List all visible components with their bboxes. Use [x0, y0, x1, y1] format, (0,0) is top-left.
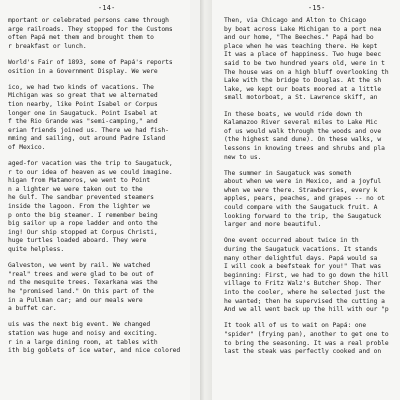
text-line: mportant or celebrated persons came through: [8, 17, 169, 24]
text-line: tion nearby, like Point Isabel or Corpus: [8, 100, 158, 108]
text-line: uis was the next big event. We changed: [8, 321, 151, 329]
text-line: [224, 103, 400, 111]
text-line: ing! Our ship stopped at Corpus Christi,: [8, 228, 158, 236]
text-line: of Mexico.: [8, 143, 46, 151]
text-line: he "promised land." On this part of the: [8, 288, 154, 295]
text-line: last the steak was perfectly cooked and on: [224, 348, 382, 356]
text-line: he Gulf. The sandbar prevented steamers: [8, 194, 154, 202]
text-line: Lake with the bridge to Douglas. At the sh: [224, 77, 382, 85]
text-line: p onto the big steamer. I remember being: [8, 211, 158, 219]
text-line: new to us.: [224, 153, 262, 161]
text-line: larger and more beautiful.: [224, 221, 322, 229]
text-line: big sailor up a rope ladder and onto the: [8, 220, 158, 228]
text-line: [8, 314, 190, 322]
text-line: to bring the seasoning. It was a real proble: [224, 339, 389, 347]
text-line: higan from Matamoros, we went to Point: [8, 177, 151, 185]
text-line: Kalamazoo River several miles to Lake Mic: [224, 119, 378, 127]
right-page-number: -15-: [308, 4, 326, 12]
text-line: longer one in Saugatuck. Point Isabel at: [8, 109, 158, 117]
text-line: And we all went back up the hill with our "p: [224, 306, 389, 314]
text-line: [8, 153, 190, 161]
text-line: quite helpless.: [8, 246, 65, 254]
text-line: f the Rio Grande was "semi-camping," and: [8, 118, 158, 126]
text-line: beginning: First, we had to go down the hill: [224, 271, 389, 279]
right-page: [212, 0, 400, 400]
left-page-text: [8, 17, 190, 356]
text-line: [8, 76, 190, 84]
text-line: One event occurred about twice in th: [224, 237, 359, 245]
text-line: and our home, "The Beeches." Papá had bo: [224, 34, 374, 42]
text-line: It took all of us to wait on Papá: one: [224, 322, 367, 330]
text-line: mming and sailing, out around Padre Island: [8, 135, 166, 143]
text-line: small motorboat, a St. Lawrence skiff, an: [224, 94, 378, 102]
text-line: "real" trees and were glad to be out of: [8, 270, 154, 278]
text-line: aged-for vacation was the trip to Saugatuck,: [8, 160, 173, 168]
text-line: Michigan was so great that we alternated: [8, 92, 158, 100]
text-line: a buffet car.: [8, 305, 57, 313]
text-line: arge railroads. They stopped for the Customs: [8, 25, 173, 33]
text-line: inside the lagoon. From the lighter we: [8, 203, 151, 211]
text-line: [8, 51, 190, 59]
text-line: place when he was teaching there. He kept: [224, 42, 378, 50]
text-line: about when we were in Mexico, and a joyful: [224, 178, 382, 186]
text-line: he wanted; then he supervised the cutting a: [224, 297, 385, 305]
text-line: r to our idea of heaven as we could imagine.: [8, 168, 173, 176]
text-line: The summer in Saugatuck was someth: [224, 169, 352, 177]
text-line: into the cooler, where he selected just the: [224, 289, 385, 296]
left-page-number: -14-: [98, 4, 116, 12]
text-line: village to Fritz Walz's Butcher Shop. Ther: [224, 280, 382, 288]
text-line: looking forward to the trip, the Saugatuck: [224, 212, 382, 220]
text-line: said to be two hundred years old, were in t: [224, 59, 385, 67]
text-line: station was huge and noisy and exciting.: [8, 329, 158, 337]
text-line: could compare with the Saugatuck fruit. A: [224, 204, 378, 212]
right-page-text: [224, 17, 400, 357]
text-line: osition in a Government Display. We were: [8, 67, 158, 75]
text-line: during the Saugatuck vacations. It stands: [224, 246, 378, 254]
book-gutter: [200, 0, 212, 400]
text-line: of us would walk through the woods and ove: [224, 127, 382, 135]
text-line: by boat across Lake Michigan to a port nea: [224, 25, 382, 33]
text-line: World's Fair of 1893, some of Papá's reports: [8, 58, 173, 66]
text-line: ico, we had two kinds of vacations. The: [8, 83, 154, 91]
text-line: [8, 255, 190, 263]
text-line: r breakfast or lunch.: [8, 42, 87, 50]
text-line: when we were there. Strawberries, every k: [224, 186, 378, 194]
text-line: In these boats, we would ride down th: [224, 110, 363, 118]
text-line: lessons in knowing trees and shrubs and pla: [224, 144, 385, 152]
text-line: in a Pullman car; and our meals were: [8, 296, 143, 304]
text-line: The house was on a high bluff overlooking th: [224, 68, 389, 76]
text-line: I will cook a beefsteak for you!" That was: [224, 263, 382, 271]
text-line: often Papá met them and brought them to: [8, 34, 154, 42]
text-line: Then, via Chicago and Alton to Chicago: [224, 17, 367, 24]
text-line: r in a large dining room, at tables with: [8, 338, 158, 346]
text-line: (the highest sand dune). On these walks, w: [224, 136, 382, 144]
left-page: [0, 0, 190, 400]
text-line: many other delightful days. Papá would sa: [224, 254, 378, 262]
text-line: n a lighter we were taken out to the: [8, 185, 143, 193]
text-line: [224, 162, 400, 170]
text-line: erian friends joined us. There we had fish-: [8, 126, 169, 134]
text-line: apples, pears, peaches, and grapes -- no ot: [224, 195, 385, 203]
text-line: "spider" (frying pan), another to get one to: [224, 330, 389, 338]
text-line: huge turtles loaded aboard. They were: [8, 237, 147, 245]
text-line: It was a place of happiness. Two huge beec: [224, 51, 382, 59]
text-line: [224, 230, 400, 238]
text-line: lake, we kept our boats moored at a little: [224, 85, 382, 93]
text-line: ith big goblets of ice water, and nice colored: [8, 347, 181, 355]
text-line: nd the mesquite trees. Texarkana was the: [8, 279, 158, 287]
text-line: Galveston, we went by rail. We watched: [8, 262, 151, 270]
